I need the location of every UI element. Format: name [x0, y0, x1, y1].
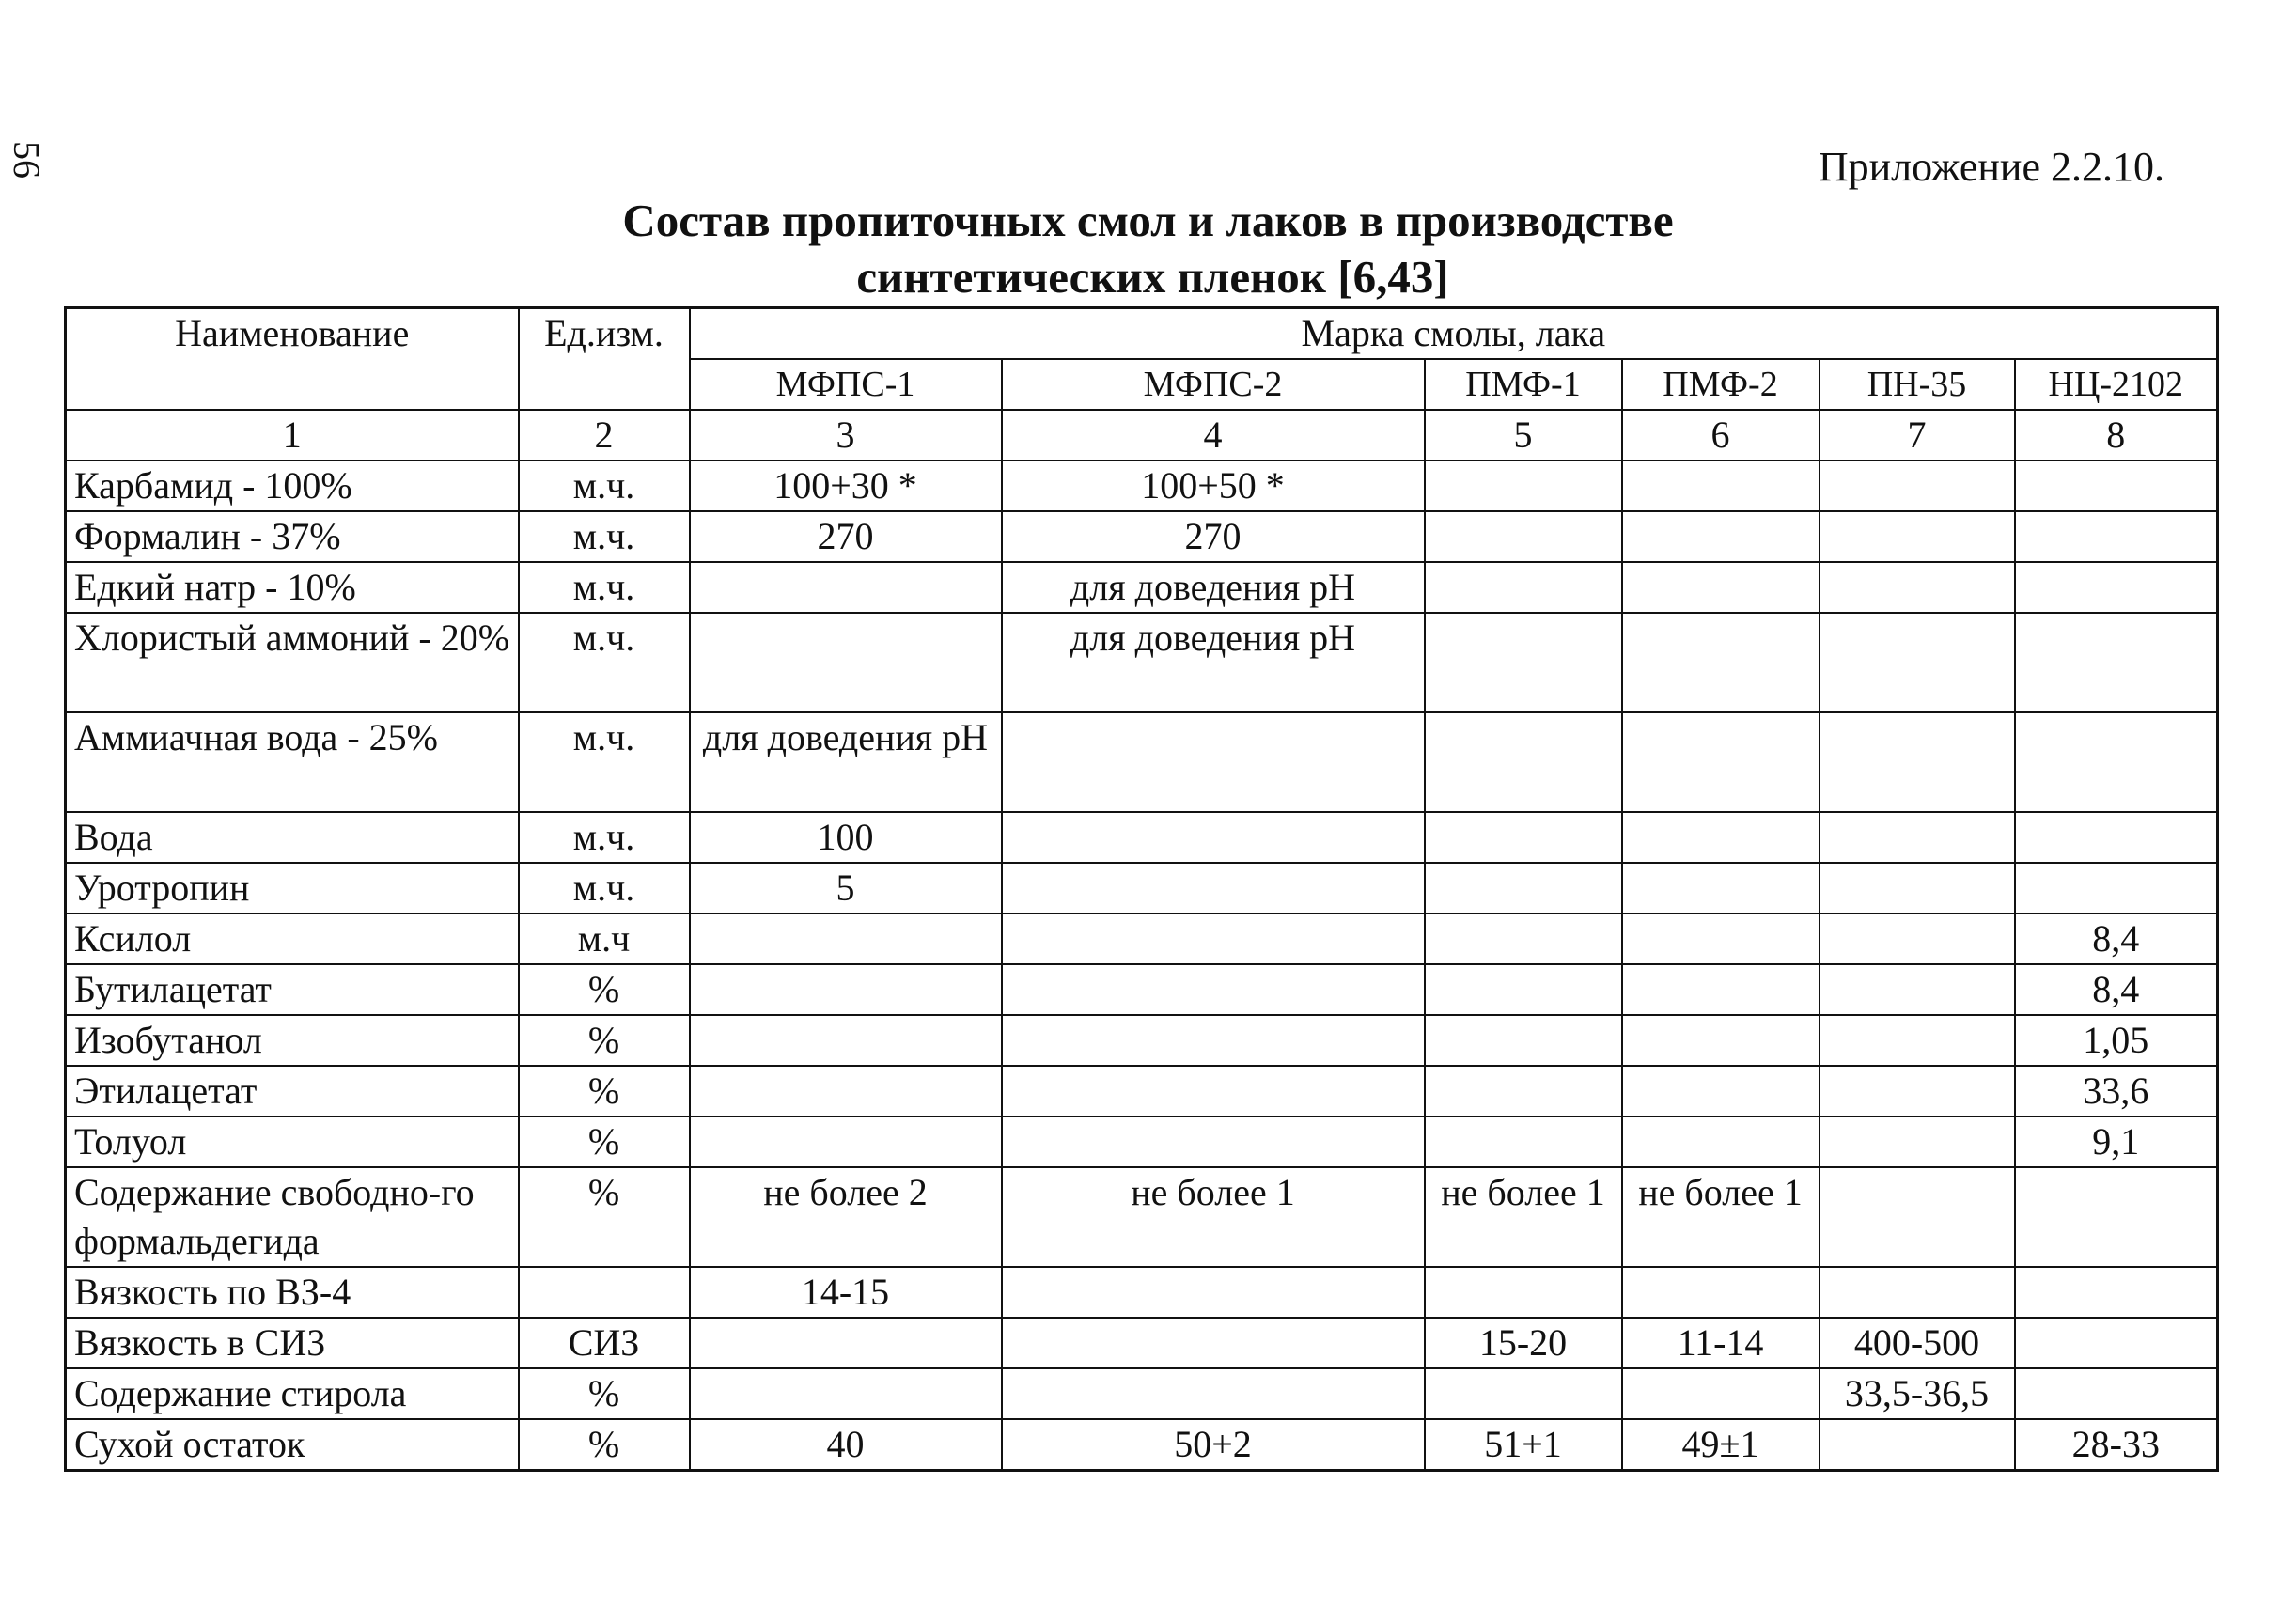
row-value [690, 914, 1002, 964]
row-name: Карбамид - 100% [66, 461, 519, 511]
row-unit: м.ч. [519, 613, 690, 712]
row-value [1820, 562, 2015, 613]
row-value [1820, 461, 2015, 511]
column-number: 7 [1820, 410, 2015, 461]
row-unit [519, 1267, 690, 1318]
row-unit: СИЗ [519, 1318, 690, 1368]
row-name: Изобутанол [66, 1015, 519, 1066]
row-value [1820, 511, 2015, 562]
row-value: 33,5-36,5 [1820, 1368, 2015, 1419]
row-unit: % [519, 964, 690, 1015]
row-name: Вода [66, 812, 519, 863]
brand-header: ПН-35 [1820, 359, 2015, 410]
row-value [1622, 1116, 1820, 1167]
table-row [66, 1167, 2218, 1267]
row-value [2015, 613, 2218, 712]
row-value [1820, 812, 2015, 863]
row-name: Бутилацетат [66, 964, 519, 1015]
row-value [1002, 1318, 1425, 1368]
row-value [1622, 511, 1820, 562]
row-value [1002, 712, 1425, 812]
header-unit: Ед.изм. [519, 308, 690, 411]
row-value: не более 1 [1002, 1167, 1425, 1267]
row-name: Хлористый аммоний - 20% [66, 613, 519, 712]
row-value: 400-500 [1820, 1318, 2015, 1368]
row-value [1002, 812, 1425, 863]
row-value [1002, 1066, 1425, 1116]
row-value [1622, 812, 1820, 863]
row-value: 11-14 [1622, 1318, 1820, 1368]
row-value [1425, 812, 1622, 863]
row-value [1425, 613, 1622, 712]
row-value [690, 964, 1002, 1015]
column-number: 3 [690, 410, 1002, 461]
appendix-label: Приложение 2.2.10. [1818, 144, 2164, 190]
row-value [1002, 863, 1425, 914]
row-value [690, 613, 1002, 712]
row-value [1425, 863, 1622, 914]
row-value [1622, 964, 1820, 1015]
row-value [1002, 1116, 1425, 1167]
title-line-2: синтетических пленок [6,43] [856, 251, 1449, 303]
row-name: Этилацетат [66, 1066, 519, 1116]
row-value [2015, 1167, 2218, 1267]
row-name: Вязкость в СИЗ [66, 1318, 519, 1368]
row-value: 15-20 [1425, 1318, 1622, 1368]
row-value [2015, 712, 2218, 812]
row-unit: % [519, 1116, 690, 1167]
row-value [1425, 511, 1622, 562]
row-unit: м.ч. [519, 812, 690, 863]
row-value [690, 1116, 1002, 1167]
table-row [66, 1116, 2218, 1167]
row-value [1622, 1267, 1820, 1318]
row-value [1622, 1368, 1820, 1419]
row-value [1820, 1066, 2015, 1116]
row-value [1622, 562, 1820, 613]
row-value [1820, 863, 2015, 914]
row-unit: % [519, 1066, 690, 1116]
row-value [1820, 1116, 2015, 1167]
column-number: 2 [519, 410, 690, 461]
row-value [690, 1066, 1002, 1116]
row-value [2015, 1267, 2218, 1318]
title-line-1: Состав пропиточных смол и лаков в производстве [622, 195, 1674, 246]
row-value [1622, 863, 1820, 914]
row-value [1820, 613, 2015, 712]
row-value [1425, 1267, 1622, 1318]
row-unit: м.ч. [519, 712, 690, 812]
row-name: Едкий натр - 10% [66, 562, 519, 613]
row-value [2015, 863, 2218, 914]
row-name: Аммиачная вода - 25% [66, 712, 519, 812]
row-value: 8,4 [2015, 964, 2218, 1015]
table-row [66, 562, 2218, 613]
row-value: для доведения pH [1002, 613, 1425, 712]
row-value: не более 2 [690, 1167, 1002, 1267]
row-value [1820, 1015, 2015, 1066]
brand-header: МФПС-1 [690, 359, 1002, 410]
row-value: 51+1 [1425, 1419, 1622, 1471]
row-value [1425, 461, 1622, 511]
row-value: для доведения pH [690, 712, 1002, 812]
table-row [66, 1066, 2218, 1116]
table-row [66, 812, 2218, 863]
row-name: Ксилол [66, 914, 519, 964]
row-unit: % [519, 1015, 690, 1066]
row-value [2015, 511, 2218, 562]
table-row [66, 1368, 2218, 1419]
header-brand-group: Марка смолы, лака [690, 308, 2218, 360]
row-value: 100 [690, 812, 1002, 863]
row-value [2015, 1318, 2218, 1368]
row-value: не более 1 [1622, 1167, 1820, 1267]
row-name: Формалин - 37% [66, 511, 519, 562]
row-value: 28-33 [2015, 1419, 2218, 1471]
table-row [66, 863, 2218, 914]
row-value: 270 [1002, 511, 1425, 562]
row-value [2015, 1368, 2218, 1419]
row-value [1002, 914, 1425, 964]
column-number: 4 [1002, 410, 1425, 461]
row-value: 50+2 [1002, 1419, 1425, 1471]
brand-header: ПМФ-2 [1622, 359, 1820, 410]
row-name: Толуол [66, 1116, 519, 1167]
row-value: 8,4 [2015, 914, 2218, 964]
row-name: Сухой остаток [66, 1419, 519, 1471]
row-value [1425, 562, 1622, 613]
row-value: для доведения pH [1002, 562, 1425, 613]
row-unit: м.ч. [519, 511, 690, 562]
row-name: Вязкость по ВЗ-4 [66, 1267, 519, 1318]
row-unit: м.ч. [519, 562, 690, 613]
row-value [1820, 964, 2015, 1015]
brand-header: МФПС-2 [1002, 359, 1425, 410]
row-value: 100+50 * [1002, 461, 1425, 511]
document-title [0, 193, 2296, 305]
column-number: 1 [66, 410, 519, 461]
row-value: 49±1 [1622, 1419, 1820, 1471]
row-name: Содержание стирола [66, 1368, 519, 1419]
row-value [1820, 712, 2015, 812]
table-row [66, 914, 2218, 964]
brand-header: ПМФ-1 [1425, 359, 1622, 410]
row-value [2015, 812, 2218, 863]
row-value [1002, 1015, 1425, 1066]
row-unit: % [519, 1419, 690, 1471]
row-value [1820, 914, 2015, 964]
table-row [66, 511, 2218, 562]
column-number-row [66, 410, 2218, 461]
row-value [690, 1368, 1002, 1419]
row-unit: % [519, 1368, 690, 1419]
row-name: Содержание свободно-го формальдегида [66, 1167, 519, 1267]
table-row [66, 1318, 2218, 1368]
row-value [1425, 712, 1622, 812]
row-value [1622, 1015, 1820, 1066]
table-row [66, 712, 2218, 812]
row-value [1002, 1368, 1425, 1419]
row-value [2015, 461, 2218, 511]
row-unit: м.ч. [519, 461, 690, 511]
row-unit: % [519, 1167, 690, 1267]
row-value [1622, 461, 1820, 511]
brand-header: НЦ-2102 [2015, 359, 2218, 410]
column-number: 6 [1622, 410, 1820, 461]
row-value: 100+30 * [690, 461, 1002, 511]
row-value [1820, 1167, 2015, 1267]
row-value [1425, 914, 1622, 964]
row-value [1425, 1368, 1622, 1419]
row-value [1622, 712, 1820, 812]
row-value: 9,1 [2015, 1116, 2218, 1167]
table-row [66, 1267, 2218, 1318]
row-value: не более 1 [1425, 1167, 1622, 1267]
row-value [1002, 964, 1425, 1015]
table-row [66, 1015, 2218, 1066]
header-row [66, 308, 2218, 360]
row-unit: м.ч [519, 914, 690, 964]
table-row [66, 964, 2218, 1015]
row-value [1820, 1419, 2015, 1471]
row-value [1002, 1267, 1425, 1318]
row-value [2015, 562, 2218, 613]
column-number: 8 [2015, 410, 2218, 461]
table-row [66, 461, 2218, 511]
row-value [1622, 1066, 1820, 1116]
table-body [66, 461, 2218, 1471]
table-row [66, 1419, 2218, 1471]
header-name: Наименование [66, 308, 519, 411]
row-value [1425, 1116, 1622, 1167]
row-value: 5 [690, 863, 1002, 914]
row-value [1820, 1267, 2015, 1318]
row-value [1622, 613, 1820, 712]
row-value: 40 [690, 1419, 1002, 1471]
row-value [690, 562, 1002, 613]
row-value: 270 [690, 511, 1002, 562]
row-value [1425, 1015, 1622, 1066]
row-value [690, 1318, 1002, 1368]
row-value: 1,05 [2015, 1015, 2218, 1066]
row-value: 14-15 [690, 1267, 1002, 1318]
row-value: 33,6 [2015, 1066, 2218, 1116]
row-value [1622, 914, 1820, 964]
column-number: 5 [1425, 410, 1622, 461]
composition-table [64, 306, 2219, 1472]
row-name: Уротропин [66, 863, 519, 914]
row-value [1425, 1066, 1622, 1116]
row-value [1425, 964, 1622, 1015]
page-number: 56 [6, 141, 48, 179]
table-row [66, 613, 2218, 712]
row-unit: м.ч. [519, 863, 690, 914]
row-value [690, 1015, 1002, 1066]
